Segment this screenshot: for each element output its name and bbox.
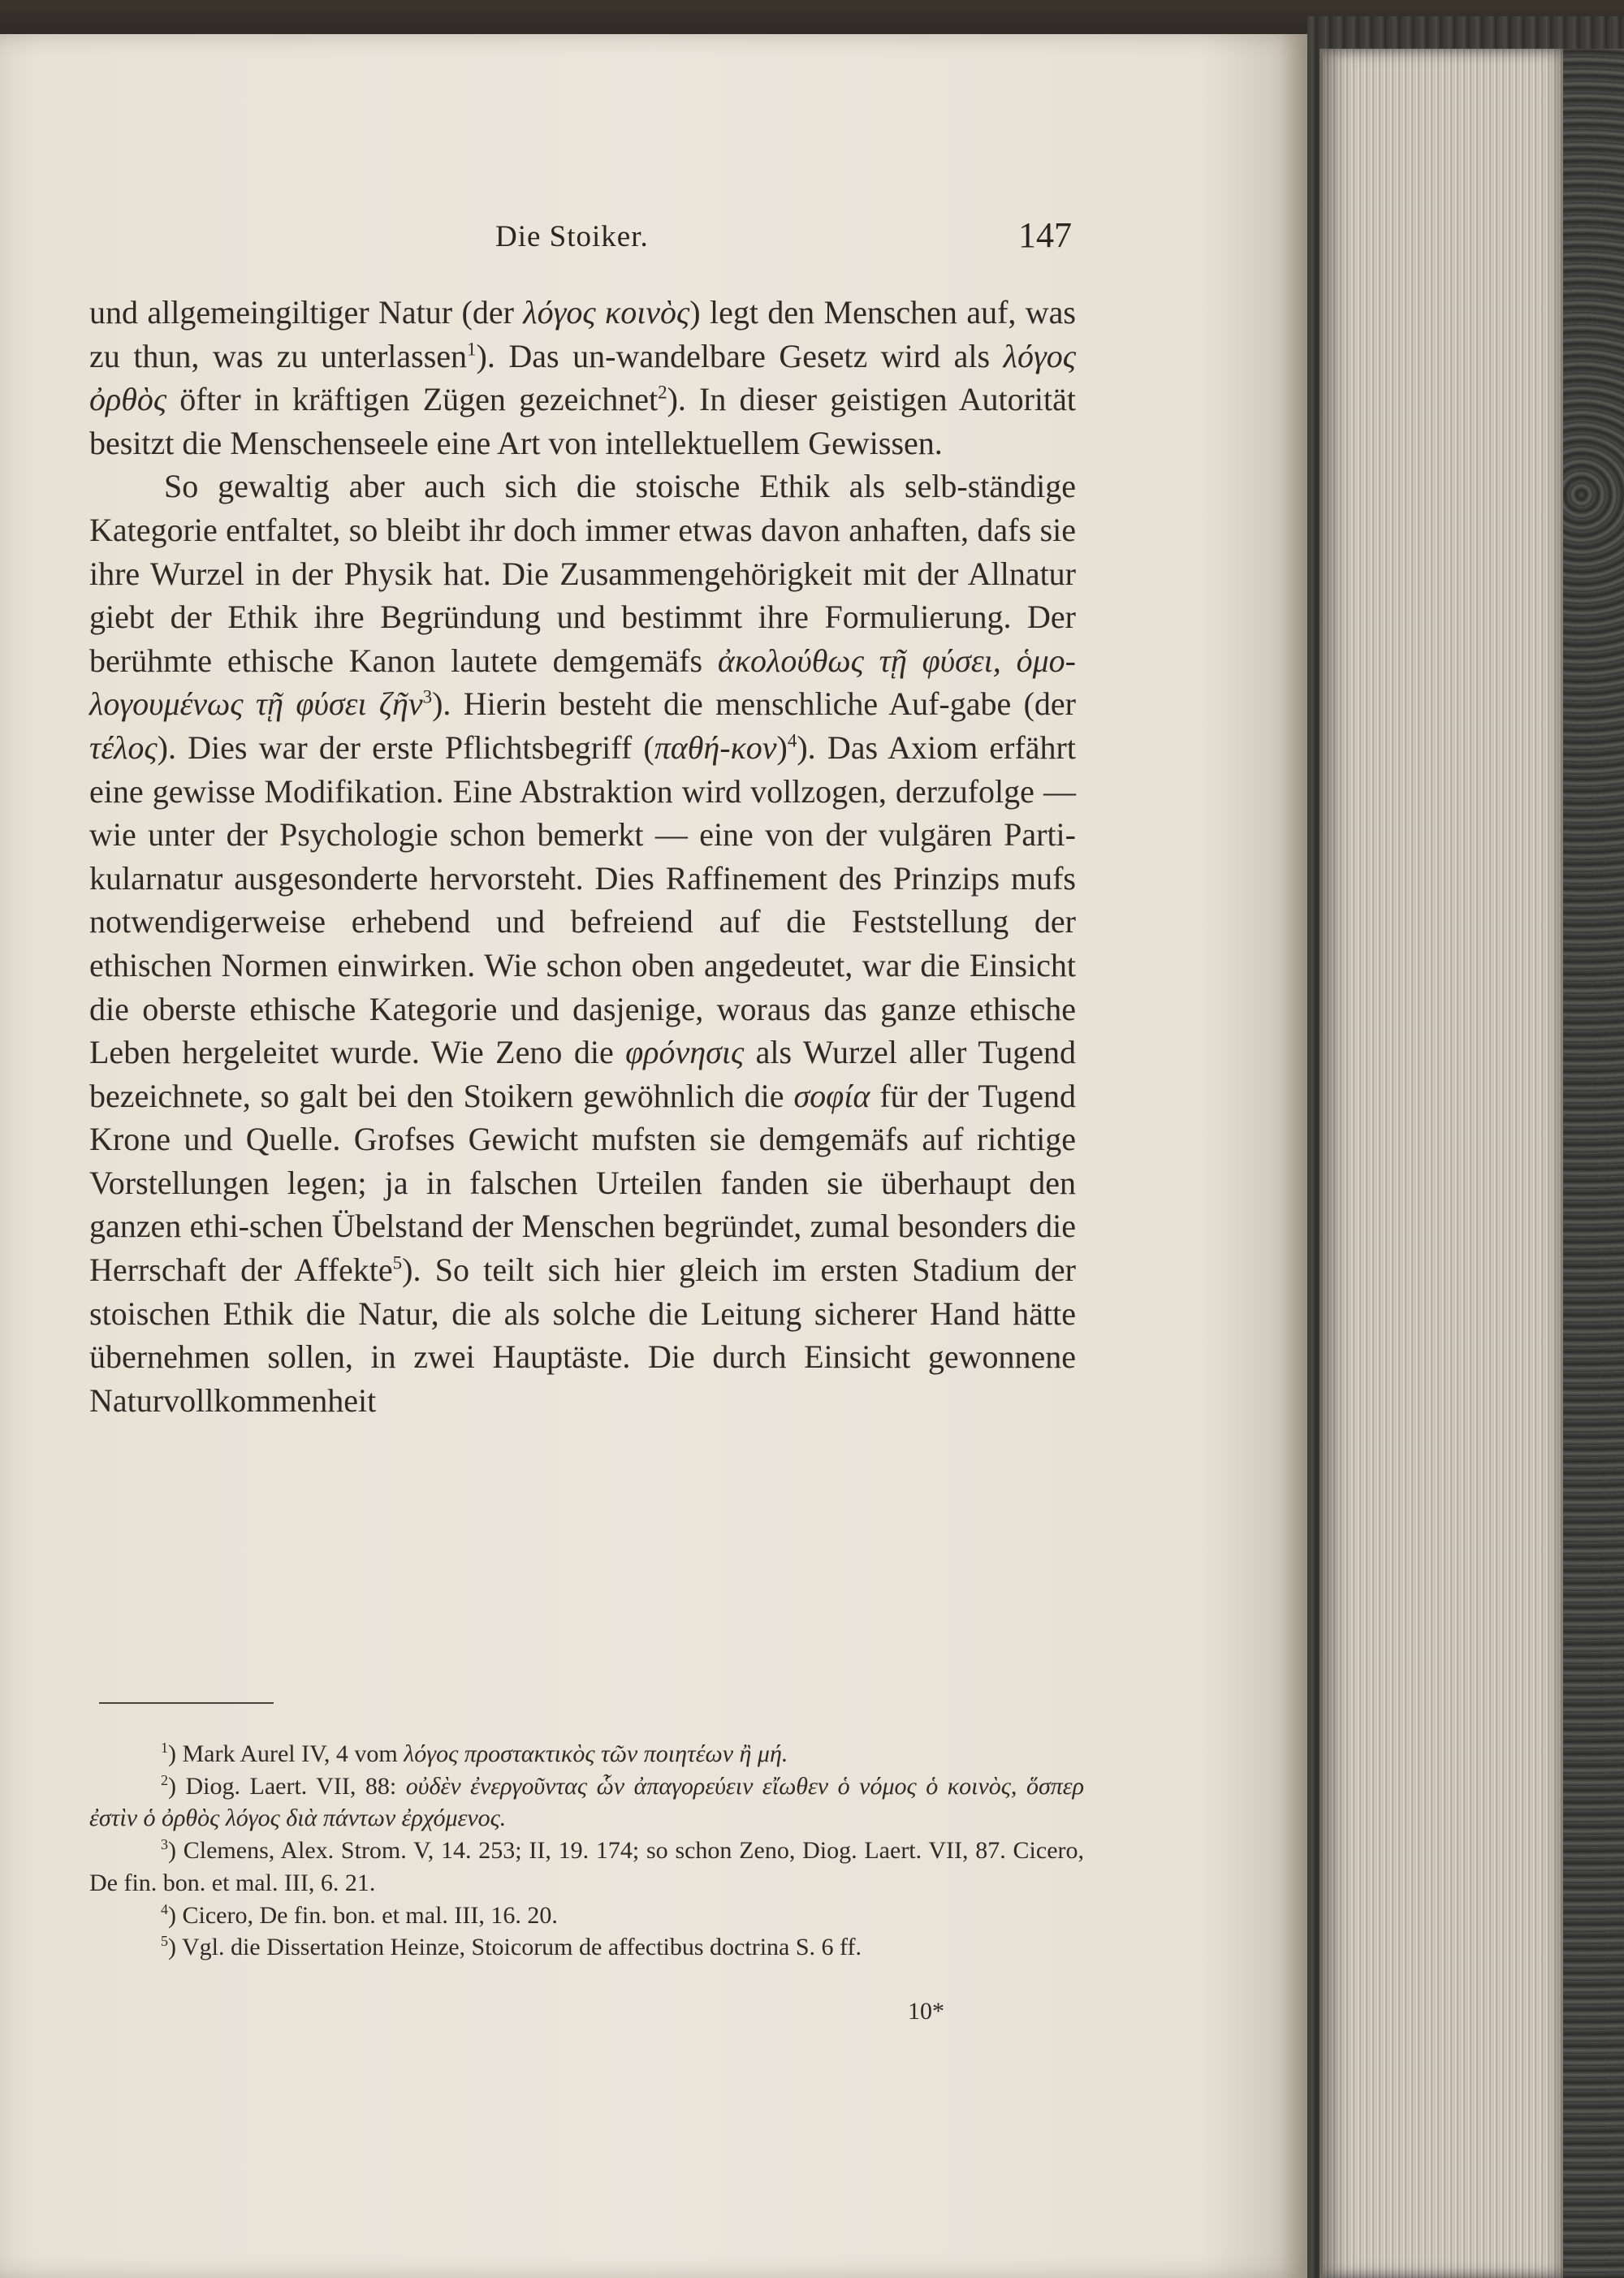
footnote-mark: 2 (161, 1771, 168, 1788)
footnote-ref: 2 (658, 382, 667, 403)
page-header (89, 215, 1072, 268)
footnote-1 (89, 1738, 1084, 1770)
paragraph-2: So gewaltig aber auch sich die stoische Ethik als selb-ständige Kategorie entfaltet, so bleibt ihr doch immer etwas davon anhaften, dafs sie ihre Wurzel in der Physik hat. Die Zusammengehörigkeit mit der Allnatur giebt der Ethik ihre Begründung und bestimmt ihre Formulierung. Der berühmte ethische Kanon lautete demgemäfs ἀκολούθως τῇ φύσει, ὁμο-λογουμένως τῇ φύσει ζῆν$^3$). Hierin besteht die menschliche Auf-gabe (der τέλος). Dies war der erste Pflichtsbegriff $(\pi\alpha\theta ή-\kappa o\nu)^4$). Das Axiom erfährt eine gewisse Modifikation. Eine Abstraktion wird vollzogen, derzufolge — wie unter der Psychologie schon bemerkt — eine von der vulgären Parti-kularnatur ausgesonderte hervorsteht. Dies Raffinement des Prinzips mufs notwendigerweise erhebend und befreiend auf die Feststellung der ethischen Normen einwirken. Wie schon oben angedeutet, war die Einsicht die oberste ethische Kategorie und dasjenige, woraus das ganze ethische Leben hergeleitet wurde. Wie Zeno die φρόνησις als Wurzel aller Tugend bezeichnete, so galt bei den Stoikern gewöhnlich die σοφία für der Tugend Krone und Quelle. Grofses Gewicht mufsten sie demgemäfs auf richtige Vorstellungen legen; ja in falschen Urteilen fanden sie überhaupt den ganzen ethi-schen Übelstand der Menschen begründet, zumal besonders die Herrschaft der Affekte$^5$). So teilt sich hier gleich im ersten Stadium der stoischen Ethik die Natur, die als solche die Leitung sicherer Hand hätte übernehmen sollen, in zwei Hauptäste. Die durch Einsicht gewonnene Naturvollkommenheit (89, 468, 1077, 1419)
footnote-mark: 3 (161, 1836, 168, 1853)
page-edges (1320, 49, 1566, 2278)
footnote-2 (89, 1770, 1084, 1835)
marbled-endpaper (1563, 49, 1624, 2278)
text-run: für der Tugend Krone und Quelle. Grofses Gewicht mufsten sie demgemäfs auf richtige Vorstellungen legen; ja in falschen Urteilen fanden sie überhaupt den ganzen ethi-schen Übelstand der Menschen begründet, zumal besonders die Herrschaft der Affekte (89, 1077, 1077, 1289)
text-run: ). Hierin besteht die menschliche Auf-gabe (der (432, 685, 1076, 723)
greek-quote: οὐδὲν ἐνεργοῦντας ὧν ἀπαγορεύειν εἴωθεν ὁ νόμος ὁ κοινὸς, ὅσπερ ἐστὶν ὁ ὀρθὸς λόγος διὰ πάντων ἐρχόμενος. (89, 1772, 1084, 1832)
signature-mark: 10* (908, 1998, 944, 2025)
footnote-3 (89, 1835, 1084, 1899)
footnote-5 (89, 1931, 1084, 1964)
text-run: öfter in kräftigen Zügen gezeichnet (166, 381, 659, 418)
text-run: ) legt den Menschen auf, was zu thun, was zu unterlassen (89, 294, 1076, 374)
page-number: 147 (1018, 215, 1072, 255)
paragraph-1 (89, 291, 1076, 465)
text-run: ). Dies war der erste Pflichtsbegriff ( (157, 728, 654, 766)
footnote-ref: 1 (467, 339, 477, 360)
footnote-rule (99, 1702, 274, 1704)
text-run: ). In dieser geistigen Autorität besitzt die Menschenseele eine Art von intellektuellem Gewissen. (89, 381, 1076, 461)
text-run: als Wurzel aller Tugend bezeichnete, so galt bei den Stoikern gewöhnlich die (89, 1034, 1076, 1114)
footnote-ref: 5 (392, 1252, 403, 1273)
footnote-text: ) Clemens, Alex. Strom. V, 14. 253; II, 19. 174; so schon Zeno, Diog. Laert. VII, 87. Cicero, De fin. bon. et mal. III, 6. 21. (89, 1837, 1084, 1896)
footnotes (89, 1738, 1084, 1964)
text-run: ). Das un-wandelbare Gesetz wird als (476, 337, 1004, 374)
text-run: ). Das Axiom erfährt eine gewisse Modifikation. Eine Abstraktion wird vollzogen, derzufolge — wie unter der Psychologie schon bemerkt — eine von der vulgären Parti-kularnatur ausgesonderte hervorsteht. Dies Raffinement des Prinzips mufs notwendigerweise erhebend und befreiend auf die Feststellung der ethischen Normen einwirken. Wie schon oben angedeutet, war die Einsicht die oberste ethische Kategorie und dasjenige, woraus das ganze ethische Leben hergeleitet wurde. Wie Zeno die (89, 728, 1076, 1071)
greek-quote: λόγος προστακτικὸς τῶν ποιητέων ἢ μή. (404, 1740, 788, 1767)
footnote-text: ) Cicero, De fin. bon. et mal. III, 16. 20. (168, 1901, 558, 1929)
footnote-text: ) Vgl. die Dissertation Heinze, Stoicorum de affectibus doctrina S. 6 ff. (168, 1934, 862, 1961)
footnote-ref: 3 (422, 687, 433, 708)
text-run: ). So teilt sich hier gleich im ersten Stadium der stoischen Ethik die Natur, die als solche die Leitung sicherer Hand hätte übernehmen sollen, in zwei Hauptäste. Die durch Einsicht gewonnene Naturvollkommenheit (89, 1251, 1076, 1419)
greek-term: λόγος ὀρθὸς (89, 337, 1076, 418)
footnote-mark: 1 (161, 1740, 168, 1756)
footnote-4 (89, 1900, 1084, 1932)
greek-term: φρόνησις (625, 1034, 745, 1071)
greek-term: σοφία (793, 1077, 870, 1114)
greek-term: παθή-κον (654, 728, 777, 766)
main-text (89, 291, 1076, 1422)
greek-term: ἀκολούθως τῇ φύσει, ὁμο-λογουμένως τῇ φύσει ζῆν (89, 642, 1076, 723)
footnote-text: ) Diog. Laert. VII, 88: (168, 1772, 406, 1800)
footnote-mark: 5 (161, 1933, 168, 1950)
footnote-ref: 4 (787, 730, 797, 751)
footnote-mark: 4 (161, 1900, 168, 1917)
text-run: und allgemeingiltiger Natur (der (89, 294, 524, 331)
greek-term: τέλος (89, 728, 158, 766)
greek-term: λόγος κοινὸς (523, 294, 690, 331)
text-run: So gewaltig aber auch sich die stoische Ethik als selb-ständige Kategorie entfaltet, so bleibt ihr doch immer etwas davon anhaften, dafs sie ihre Wurzel in der Physik hat. Die Zusammengehörigkeit mit der Allnatur giebt der Ethik ihre Begründung und bestimmt ihre Formulierung. Der berühmte ethische Kanon lautete demgemäfs (89, 468, 1076, 679)
running-title: Die Stoiker. (495, 220, 649, 253)
footnote-text: ) Mark Aurel IV, 4 vom (168, 1740, 404, 1767)
